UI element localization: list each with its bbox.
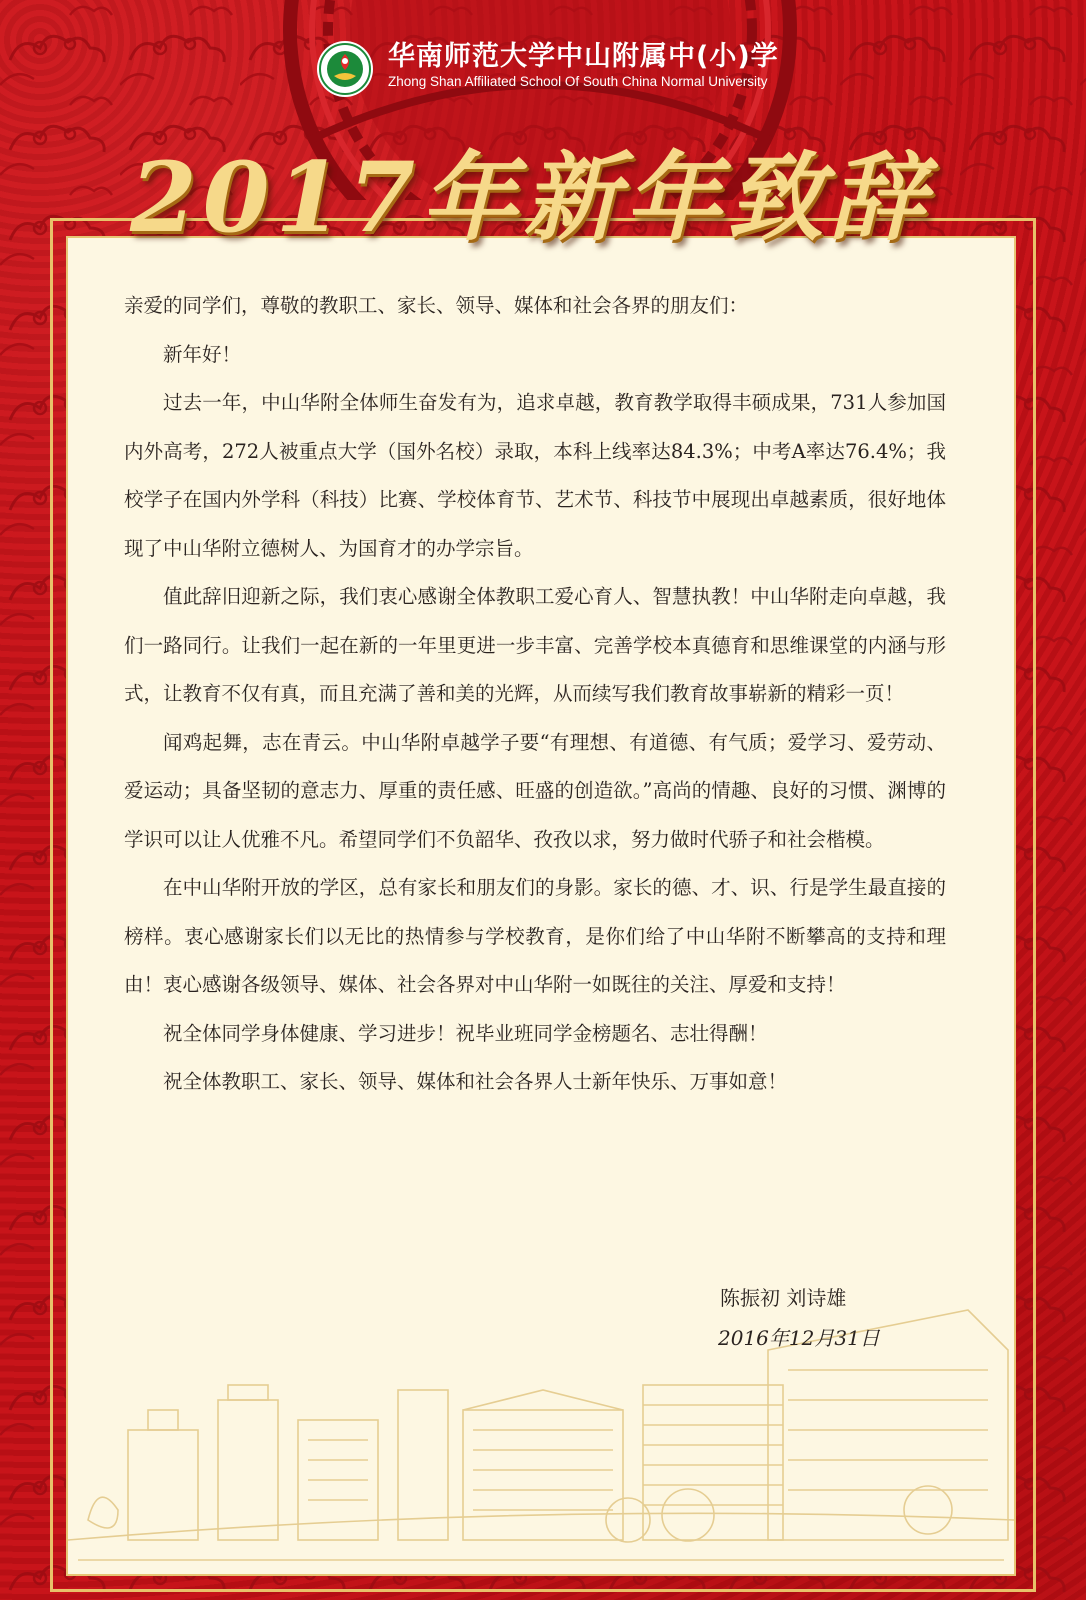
- letter-paragraph: 祝全体教职工、家长、领导、媒体和社会各界人士新年快乐、万事如意！: [163, 1070, 788, 1093]
- signature-date: 2016年12月31日: [718, 1326, 880, 1350]
- letter-paragraph: 值此辞旧迎新之际，我们衷心感谢全体教职工爱心育人、智慧执教！中山华附走向卓越，我们一路同行。让我们一起在新的一年里更进一步丰富、完善学校本真德育和思维课堂的内涵与形式，让教育不仅有真，而且充满了善和美的光辉，从而续写我们教育故事崭新的精彩一页！: [124, 585, 946, 705]
- page-title: 2017年新年致辞: [130, 141, 932, 254]
- school-name-chinese: 华南师范大学中山附属中(小)学: [388, 41, 779, 72]
- letter-paragraph: 过去一年，中山华附全体师生奋发有为，追求卓越，教育教学取得丰硕成果，731人参加国内外高考，272人被重点大学（国外名校）录取，本科上线率达84.3%；中考A率达76.4%；我校学子在国内外学科（科技）比赛、学校体育节、艺术节、科技节中展现出卓越素质，很好地体现了中山华附立德树人、为国育才的办学宗旨。: [124, 391, 946, 560]
- letter-paragraph: 闻鸡起舞，志在青云。中山华附卓越学子要“有理想、有道德、有气质；爱学习、爱劳动、爱运动；具备坚韧的意志力、厚重的责任感、旺盛的创造欲。”高尚的情趣、良好的习惯、渊博的学识可以让人优雅不凡。希望同学们不负韶华、孜孜以求，努力做时代骄子和社会楷模。: [124, 730, 946, 851]
- letter-salutation: 亲爱的同学们，尊敬的教职工、家长、领导、媒体和社会各界的朋友们：: [124, 294, 749, 317]
- letter-paragraph: 在中山华附开放的学区，总有家长和朋友们的身影。家长的德、才、识、行是学生最直接的榜样。衷心感谢家长们以无比的热情参与学校教育，是你们给了中山华附不断攀高的支持和理由！衷心感谢各级领导、媒体、社会各界对中山华附一如既往的关注、厚爱和支持！: [124, 876, 946, 996]
- signature-names: 陈振初 刘诗雄: [720, 1286, 847, 1310]
- letter-body: [124, 282, 946, 1107]
- letter-paragraph: 新年好！: [163, 342, 242, 366]
- school-name-english: Zhong Shan Affiliated School Of South China Normal University: [388, 74, 768, 89]
- school-emblem-icon: [316, 40, 374, 98]
- letter-paragraph: 祝全体同学身体健康、学习进步！祝毕业班同学金榜题名、志壮得酬！: [163, 1021, 768, 1045]
